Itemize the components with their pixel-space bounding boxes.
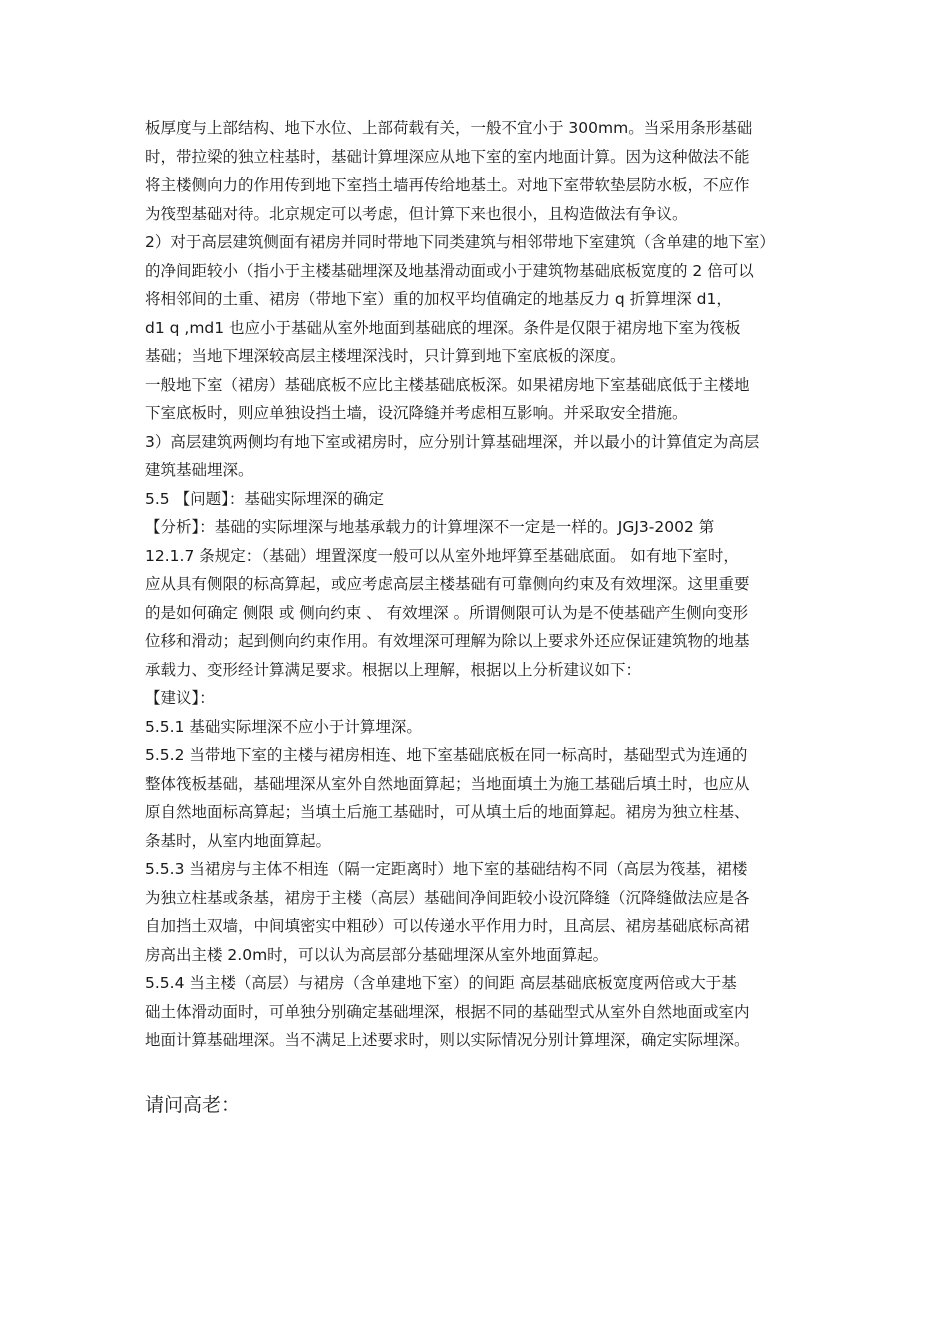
text-line: 2）对于高层建筑侧面有裙房并同时带地下同类建筑与相邻带地下室建筑（含单建的地下室）: [145, 233, 775, 251]
text-line: 5.5 【问题】：基础实际埋深的确定: [145, 489, 384, 508]
text-line: 的是如何确定 侧限 或 侧向约束 、 有效埋深 。所谓侧限可认为是不使基础产生侧向变形: [145, 603, 749, 622]
text-line: 原自然地面标高算起；当填土后施工基础时，可从填土后的地面算起。裙房为独立柱基、: [145, 803, 750, 821]
text-line: 将主楼侧向力的作用传到地下室挡土墙再传给地基土。对地下室带软垫层防水板，不应作: [145, 176, 750, 194]
text-line: 【分析】：基础的实际埋深与地基承载力的计算埋深不一定是一样的。JGJ3-2002 第: [145, 518, 715, 536]
text-line: 应从具有侧限的标高算起，或应考虑高层主楼基础有可靠侧向约束及有效埋深。这里重要: [145, 575, 750, 593]
closing-question: 请问高老：: [145, 1094, 241, 1116]
text-line: 5.5.3 当裙房与主体不相连（隔一定距离时）地下室的基础结构不同（高层为筏基，裙楼: [145, 860, 748, 878]
text-line: 时，带拉梁的独立柱基时，基础计算埋深应从地下室的室内地面计算。因为这种做法不能: [145, 147, 750, 166]
text-line: 为筏型基础对待。北京规定可以考虑，但计算下来也很小，且构造做法有争议。: [145, 204, 688, 223]
text-line: 基础；当地下埋深较高层主楼埋深浅时，只计算到地下室底板的深度。: [145, 347, 626, 365]
text-line: 础土体滑动面时，可单独分别确定基础埋深，根据不同的基础型式从室外自然地面或室内: [145, 1002, 750, 1021]
text-line: 整体筏板基础，基础埋深从室外自然地面算起；当地面填土为施工基础后填土时，也应从: [145, 774, 750, 793]
text-line: 位移和滑动；起到侧向约束作用。有效埋深可理解为除以上要求外还应保证建筑物的地基: [145, 632, 750, 650]
text-line: 为独立柱基或条基，裙房于主楼（高层）基础间净间距较小设沉降缝（沉降缝做法应是各: [145, 888, 750, 907]
text-line: 将相邻间的土重、裙房（带地下室）重的加权平均值确定的地基反力 q 折算埋深 d1，: [145, 290, 732, 308]
text-line: 的净间距较小（指小于主楼基础埋深及地基滑动面或小于建筑物基础底板宽度的 2 倍可以: [145, 261, 754, 280]
document-body: [145, 114, 825, 1055]
text-line: 条基时，从室内地面算起。: [145, 831, 332, 850]
text-line: 12.1.7 条规定：（基础）埋置深度一般可以从室外地坪算至基础底面。 如有地下室时，: [145, 546, 739, 565]
text-line: 5.5.4 当主楼（高层）与裙房（含单建地下室）的间距 高层基础底板宽度两倍或大于基: [145, 974, 737, 992]
text-line: 自加挡土双墙，中间填密实中粗砂）可以传递水平作用力时，且高层、裙房基础底标高裙: [145, 917, 750, 935]
text-line: 建筑基础埋深。: [145, 461, 254, 479]
text-line: 5.5.2 当带地下室的主楼与裙房相连、地下室基础底板在同一标高时，基础型式为连通的: [145, 746, 748, 764]
text-line: d1 q ,md1 也应小于基础从室外地面到基础底的埋深。条件是仅限于裙房地下室为筏板: [145, 318, 741, 337]
text-line: 房高出主楼 2.0m时，可以认为高层部分基础埋深从室外地面算起。: [145, 945, 609, 964]
text-line: 5.5.1 基础实际埋深不应小于计算埋深。: [145, 717, 422, 736]
text-line: 一般地下室（裙房）基础底板不应比主楼基础底板深。如果裙房地下室基础底低于主楼地: [145, 375, 750, 394]
text-line: 【建议】：: [145, 689, 215, 707]
text-line: 承载力、变形经计算满足要求。根据以上理解，根据以上分析建议如下：: [145, 660, 642, 679]
text-line: 板厚度与上部结构、地下水位、上部荷载有关，一般不宜小于 300mm。当采用条形基础: [145, 119, 753, 137]
text-line: 3）高层建筑两侧均有地下室或裙房时，应分别计算基础埋深，并以最小的计算值定为高层: [145, 432, 760, 451]
text-line: 下室底板时，则应单独设挡土墙，设沉降缝并考虑相互影响。并采取安全措施。: [145, 404, 688, 422]
text-line: 地面计算基础埋深。当不满足上述要求时，则以实际情况分别计算埋深，确定实际埋深。: [145, 1031, 750, 1049]
